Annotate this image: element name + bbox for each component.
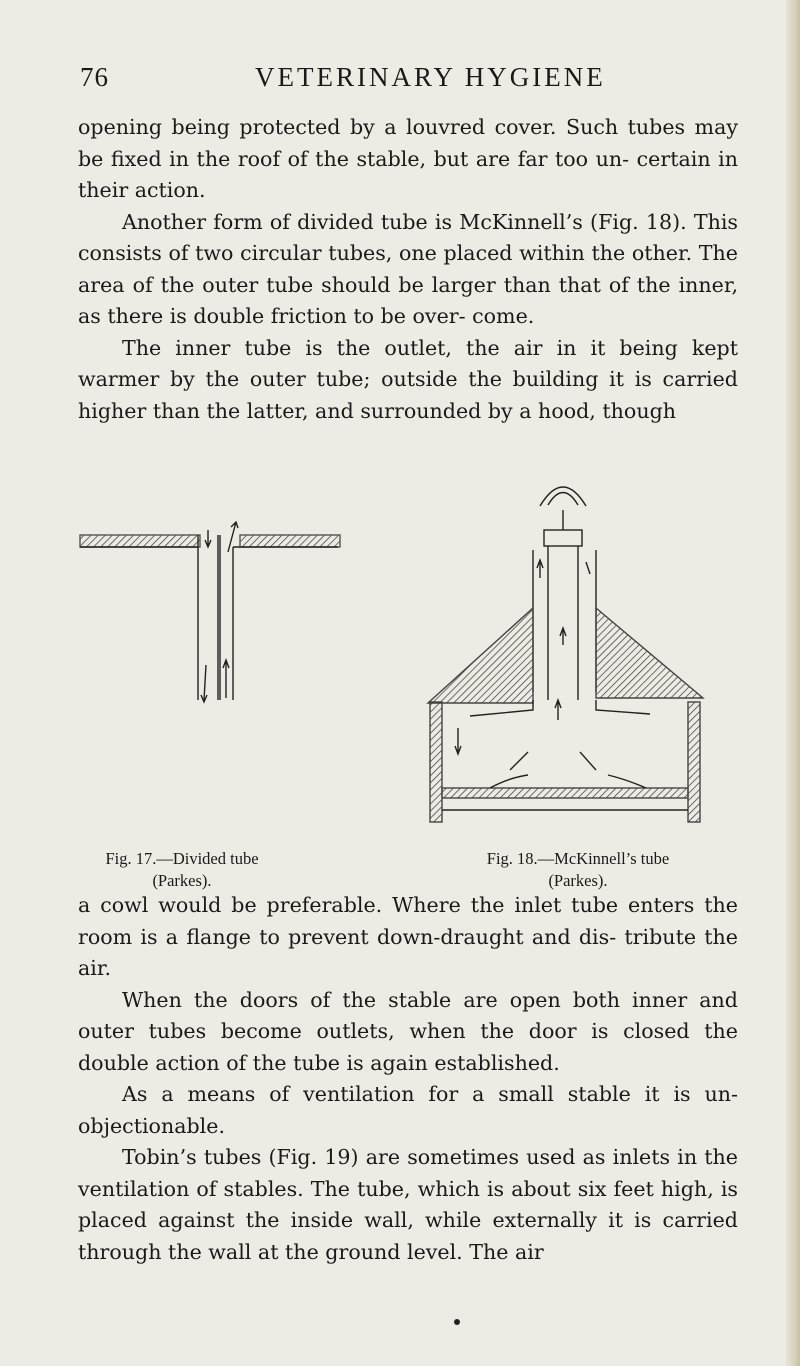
fig17-caption-source: (Parkes). [152,871,212,890]
text-block-top [78,112,738,427]
fig17-diagram [80,522,340,702]
running-head [80,62,740,102]
paragraph: Another form of divided tube is McKinnell’s (Fig. 18). This consists of two circular tubes, one placed within the other. The area of the outer tube should be larger than that of the inner, as there is double friction to be over- come. [78,209,738,328]
paragraph: Tobin’s tubes (Fig. 19) are sometimes used as inlets in the ventilation of stables. The tube, which is about six feet high, is placed against the inside wall, while externally it is carried through the wall at the ground level. The air [78,1145,738,1264]
figures-illustration [78,470,738,850]
fig18-diagram [428,487,703,822]
page-dot-mark [454,1319,460,1325]
fig18-caption-source: (Parkes). [548,871,608,890]
text-block-bottom [78,890,738,1268]
running-title: VETERINARY HYGIENE [255,62,606,92]
paragraph: As a means of ventilation for a small stable it is un- objectionable. [78,1082,738,1138]
fig17-caption [72,848,292,892]
fig18-caption [458,848,698,892]
fig18-caption-title: Fig. 18.—McKinnell’s tube [486,849,670,868]
paragraph: opening being protected by a louvred cover. Such tubes may be fixed in the roof of the stable, but are far too un- certain in their action. [78,115,738,202]
page-edge-shadow [786,0,800,1366]
fig17-caption-title: Fig. 17.—Divided tube [105,849,259,868]
paragraph: When the doors of the stable are open both inner and outer tubes become outlets, when the door is closed the double action of the tube is again established. [78,987,738,1075]
paragraph: a cowl would be preferable. Where the inlet tube enters the room is a flange to prevent down-draught and dis- tribute the air. [78,893,738,980]
page-number: 76 [80,62,109,92]
figure-area [78,470,738,890]
paragraph: The inner tube is the outlet, the air in it being kept warmer by the outer tube; outside the building it is carried higher than the latter, and surrounded by a hood, though [78,335,738,423]
